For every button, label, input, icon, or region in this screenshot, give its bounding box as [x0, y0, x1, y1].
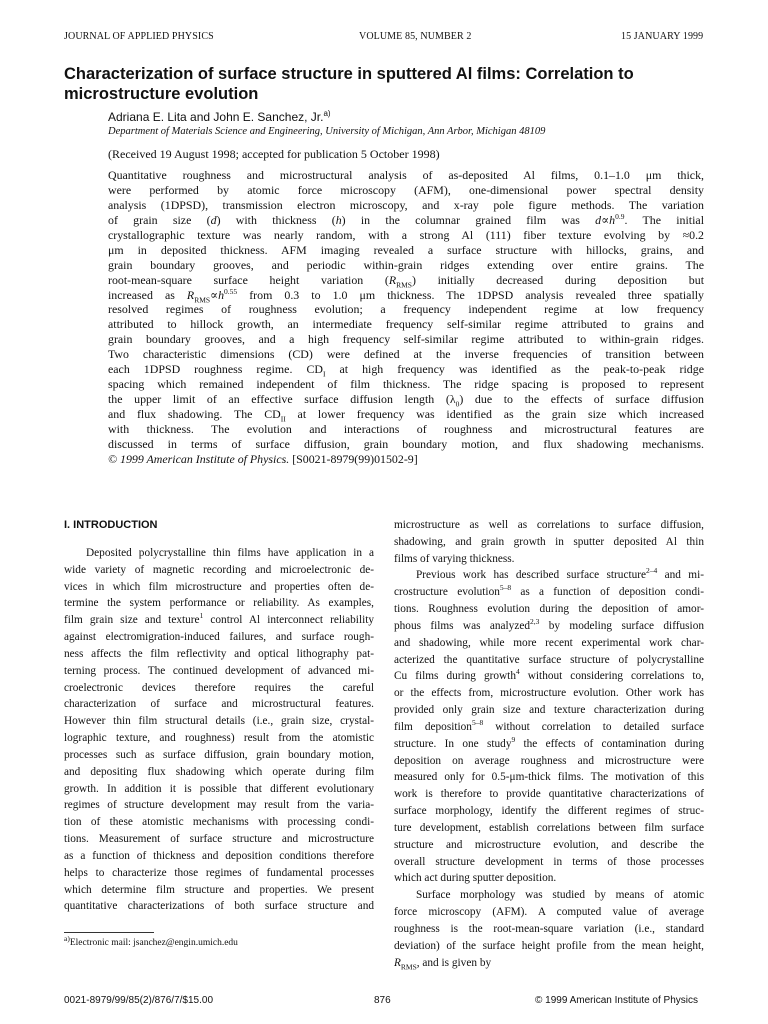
- page-number: 876: [374, 995, 391, 1006]
- body-line: overall structure development in terms of those processes: [394, 855, 704, 868]
- body-line: force microscopy (AFM). A computed value of average: [394, 906, 704, 919]
- left-column: [64, 517, 374, 915]
- body-line: roughness is the root-mean-square variation (i.e., standard: [394, 922, 704, 935]
- body-line: $R_{RMS}$, and is given by: [394, 956, 492, 971]
- abstract-line: Two characteristic dimensions (CD) were defined at the inverse frequencies of transition between: [108, 347, 704, 362]
- body-line: microstructure as well as correlations to surface diffusion,: [394, 519, 704, 531]
- body-line: vices in which film microstructure and properties often de-: [64, 580, 374, 593]
- abstract-line: analysis (1DPSD), transmission electron microscopy, and x-ray pole figure methods. The variation: [108, 197, 704, 212]
- body-line: acterized the quantitative surface structure of polycrystalline: [394, 653, 704, 666]
- body-line: against electromigration-induced failures, and surface rough-: [64, 631, 374, 644]
- body-line: ness affects the film reflectivity and optical lithography pat-: [64, 647, 374, 660]
- body-line: crostructure evolution$^{5-8}$ as a function of deposition condi-: [394, 583, 704, 599]
- right-column: [394, 517, 704, 971]
- body-line: or the effects from, microstructure evolution. Other work has: [394, 687, 704, 700]
- body-line: ture development, establish correlations between film surface: [394, 821, 704, 834]
- body-line: film deposition$^{5-8}$ without correlation to detailed surface: [394, 718, 704, 733]
- volume-number: VOLUME 85, NUMBER 2: [359, 31, 472, 42]
- body-line: film grain size and texture$^1$ control Al interconnect reliability: [64, 611, 375, 627]
- abstract-line: Quantitative roughness and microstructural analysis of as-deposited Al films, 0.1–1.0 μm thick,: [108, 168, 704, 182]
- footnote-mark: a): [64, 933, 70, 943]
- abstract: [108, 168, 704, 467]
- body-line: films of varying thickness.: [394, 552, 515, 565]
- abstract-line: μm in deposited thickness. AFM imaging revealed a surface structure with hillocks, grains, and: [108, 242, 704, 257]
- body-line: growth. In addition it is possible that different evolutionary: [64, 782, 374, 795]
- footnote: [64, 933, 238, 948]
- body-line: lographic texture, and roughness) result from the atomistic: [64, 732, 374, 745]
- body-line: structure and microstructure evolution, and describe the: [394, 838, 704, 851]
- abstract-line: increased as $R_{RMS}\propto h^{0.55}$ from 0.3 to 1.0 μm thickness. The 1DPSD analysis revealed three spatially: [108, 286, 704, 304]
- body-line: phous films was analyzed$^{2,3}$ by modeling surface diffusion: [394, 617, 704, 632]
- abstract-line: each 1DPSD roughness regime. $CD_I$ at high frequency was identified as the peak-to-peak ridge: [108, 362, 704, 379]
- footnote-text: Electronic mail: jsanchez@engin.umich.edu: [69, 938, 238, 948]
- body-line: helps to characterize those regimes of fundamental processes: [64, 866, 374, 879]
- author-footnote-mark: a): [323, 109, 331, 118]
- body-line: tions. Roughness evolution during the deposition of amor-: [394, 603, 704, 616]
- abstract-line: grain boundary grooves, and periodic within-grain ridges extending over entire grains. The: [108, 257, 704, 272]
- abstract-line: with thickness. The evolution and interactions of roughness and microstructural features are: [108, 421, 704, 436]
- footnote-rule: [64, 932, 154, 933]
- body-line: quantitative characterizations of both surface structure and: [64, 900, 374, 913]
- body-line: measured only for 0.5-μm-thick films. The motivation of this: [394, 771, 704, 784]
- body-line: shadowing, and grain growth in sputter deposited Al thin: [394, 535, 704, 548]
- body-line: which determine film structure and properties. We present: [64, 883, 374, 896]
- author-list: [108, 110, 331, 124]
- body-line: terning process. The continued development of advanced mi-: [64, 664, 374, 677]
- abstract-line: resolved regimes of roughness evolution; a frequency independent regime at low frequency: [108, 302, 704, 317]
- issue-date: 15 JANUARY 1999: [621, 31, 704, 42]
- abstract-line: crystallographic texture was nearly random, with a strong Al (111) fiber texture evolving by ≈0.2: [108, 227, 704, 242]
- abstract-line: the upper limit of an effective surface diffusion length $(\lambda_0)$ due to the effects of surface diffusion: [108, 392, 704, 409]
- body-line: and shadowing, while more recent experimental work char-: [394, 636, 704, 649]
- body-line: surface morphology, identify the different regimes of struc-: [394, 805, 704, 818]
- body-line: work is therefore to provide quantitative characterizations of: [394, 788, 704, 801]
- abstract-line: were performed by atomic force microscopy (AFM), one-dimensional power spectral density: [108, 182, 704, 197]
- affiliation: Department of Materials Science and Engineering, University of Michigan, Ann Arbor, Michigan 48109: [108, 126, 546, 137]
- author-names: Adriana E. Lita and John E. Sanchez, Jr.: [108, 110, 324, 124]
- body-line: processes such as surface diffusion, grain boundary motion,: [64, 748, 374, 761]
- body-line: which act during sputter deposition.: [394, 872, 557, 885]
- abstract-line: attributed to hillock growth, an intermediate frequency self-similar regime attributed to grains and: [108, 317, 704, 332]
- abstract-line: discussed in terms of surface diffusion, grain boundary motion, and flux shadowing mechanisms.: [108, 436, 704, 451]
- section-heading: I. INTRODUCTION: [64, 519, 158, 531]
- body-line: regimes of structure development may result from the varia-: [64, 799, 374, 812]
- body-line: However thin film structural details (i.e., grain size, crystal-: [64, 715, 374, 728]
- article-title: Characterization of surface structure in sputtered Al films: Correlation to microstructure evolution: [64, 65, 634, 103]
- body-line: Surface morphology was studied by means of atomic: [416, 889, 704, 902]
- body-line: as a function of thickness and deposition conditions therefore: [64, 849, 374, 862]
- abstract-line: and flux shadowing. The $CD_{II}$ at lower frequency was identified as the grain size which increased: [108, 407, 704, 424]
- abstract-line: root-mean-square surface height variation $(R_{RMS})$ initially decreased during deposition but: [108, 272, 705, 289]
- abstract-line: spacing which remained independent of film thickness. The ridge spacing is proposed to represent: [108, 377, 704, 392]
- abstract-line: © 1999 American Institute of Physics. [S0021-8979(99)01502-9]: [108, 451, 418, 466]
- body-line: provided only grain size and texture characterization during: [394, 704, 704, 717]
- body-line: characterization of surface and microstructural features.: [64, 698, 374, 711]
- article-code: 0021-8979/99/85(2)/876/7/$15.00: [64, 995, 214, 1006]
- body-line: deviation) of the surface height profile from the mean height,: [394, 939, 704, 952]
- journal-name: JOURNAL OF APPLIED PHYSICS: [64, 31, 214, 42]
- body-line: structure. In one study$^9$ the effects of contamination during: [394, 735, 704, 750]
- body-line: Previous work has described surface structure$^{2-4}$ and mi-: [416, 566, 704, 582]
- abstract-line: grain boundary grooves, and a high frequency self-similar regime attributed to within-grain ridges.: [108, 332, 704, 347]
- body-line: termine the system performance or reliability. As examples,: [64, 597, 374, 610]
- body-line: and depositing flux shadowing which operate during film: [64, 765, 374, 778]
- body-line: Cu films during growth$^4$ without considering correlations to,: [394, 667, 704, 683]
- body-line: croelectronic devices therefore requires the careful: [64, 681, 374, 694]
- body-line: wide variety of magnetic recording and microelectronic de-: [64, 563, 374, 576]
- body-line: deposition on average roughness and microstructure were: [394, 754, 704, 767]
- body-line: tion of these atomistic mechanisms with processing condi-: [64, 816, 374, 829]
- body-line: Deposited polycrystalline thin films have application in a: [86, 547, 374, 559]
- abstract-line: of grain size (d) with thickness (h) in the columnar grained film was $d\propto h^{0.9}$. The initial: [108, 211, 704, 227]
- body-line: tions. Measurement of surface structure and microstructure: [64, 833, 374, 846]
- received-dates: (Received 19 August 1998; accepted for publication 5 October 1998): [108, 147, 440, 161]
- copyright-notice: © 1999 American Institute of Physics: [535, 995, 699, 1006]
